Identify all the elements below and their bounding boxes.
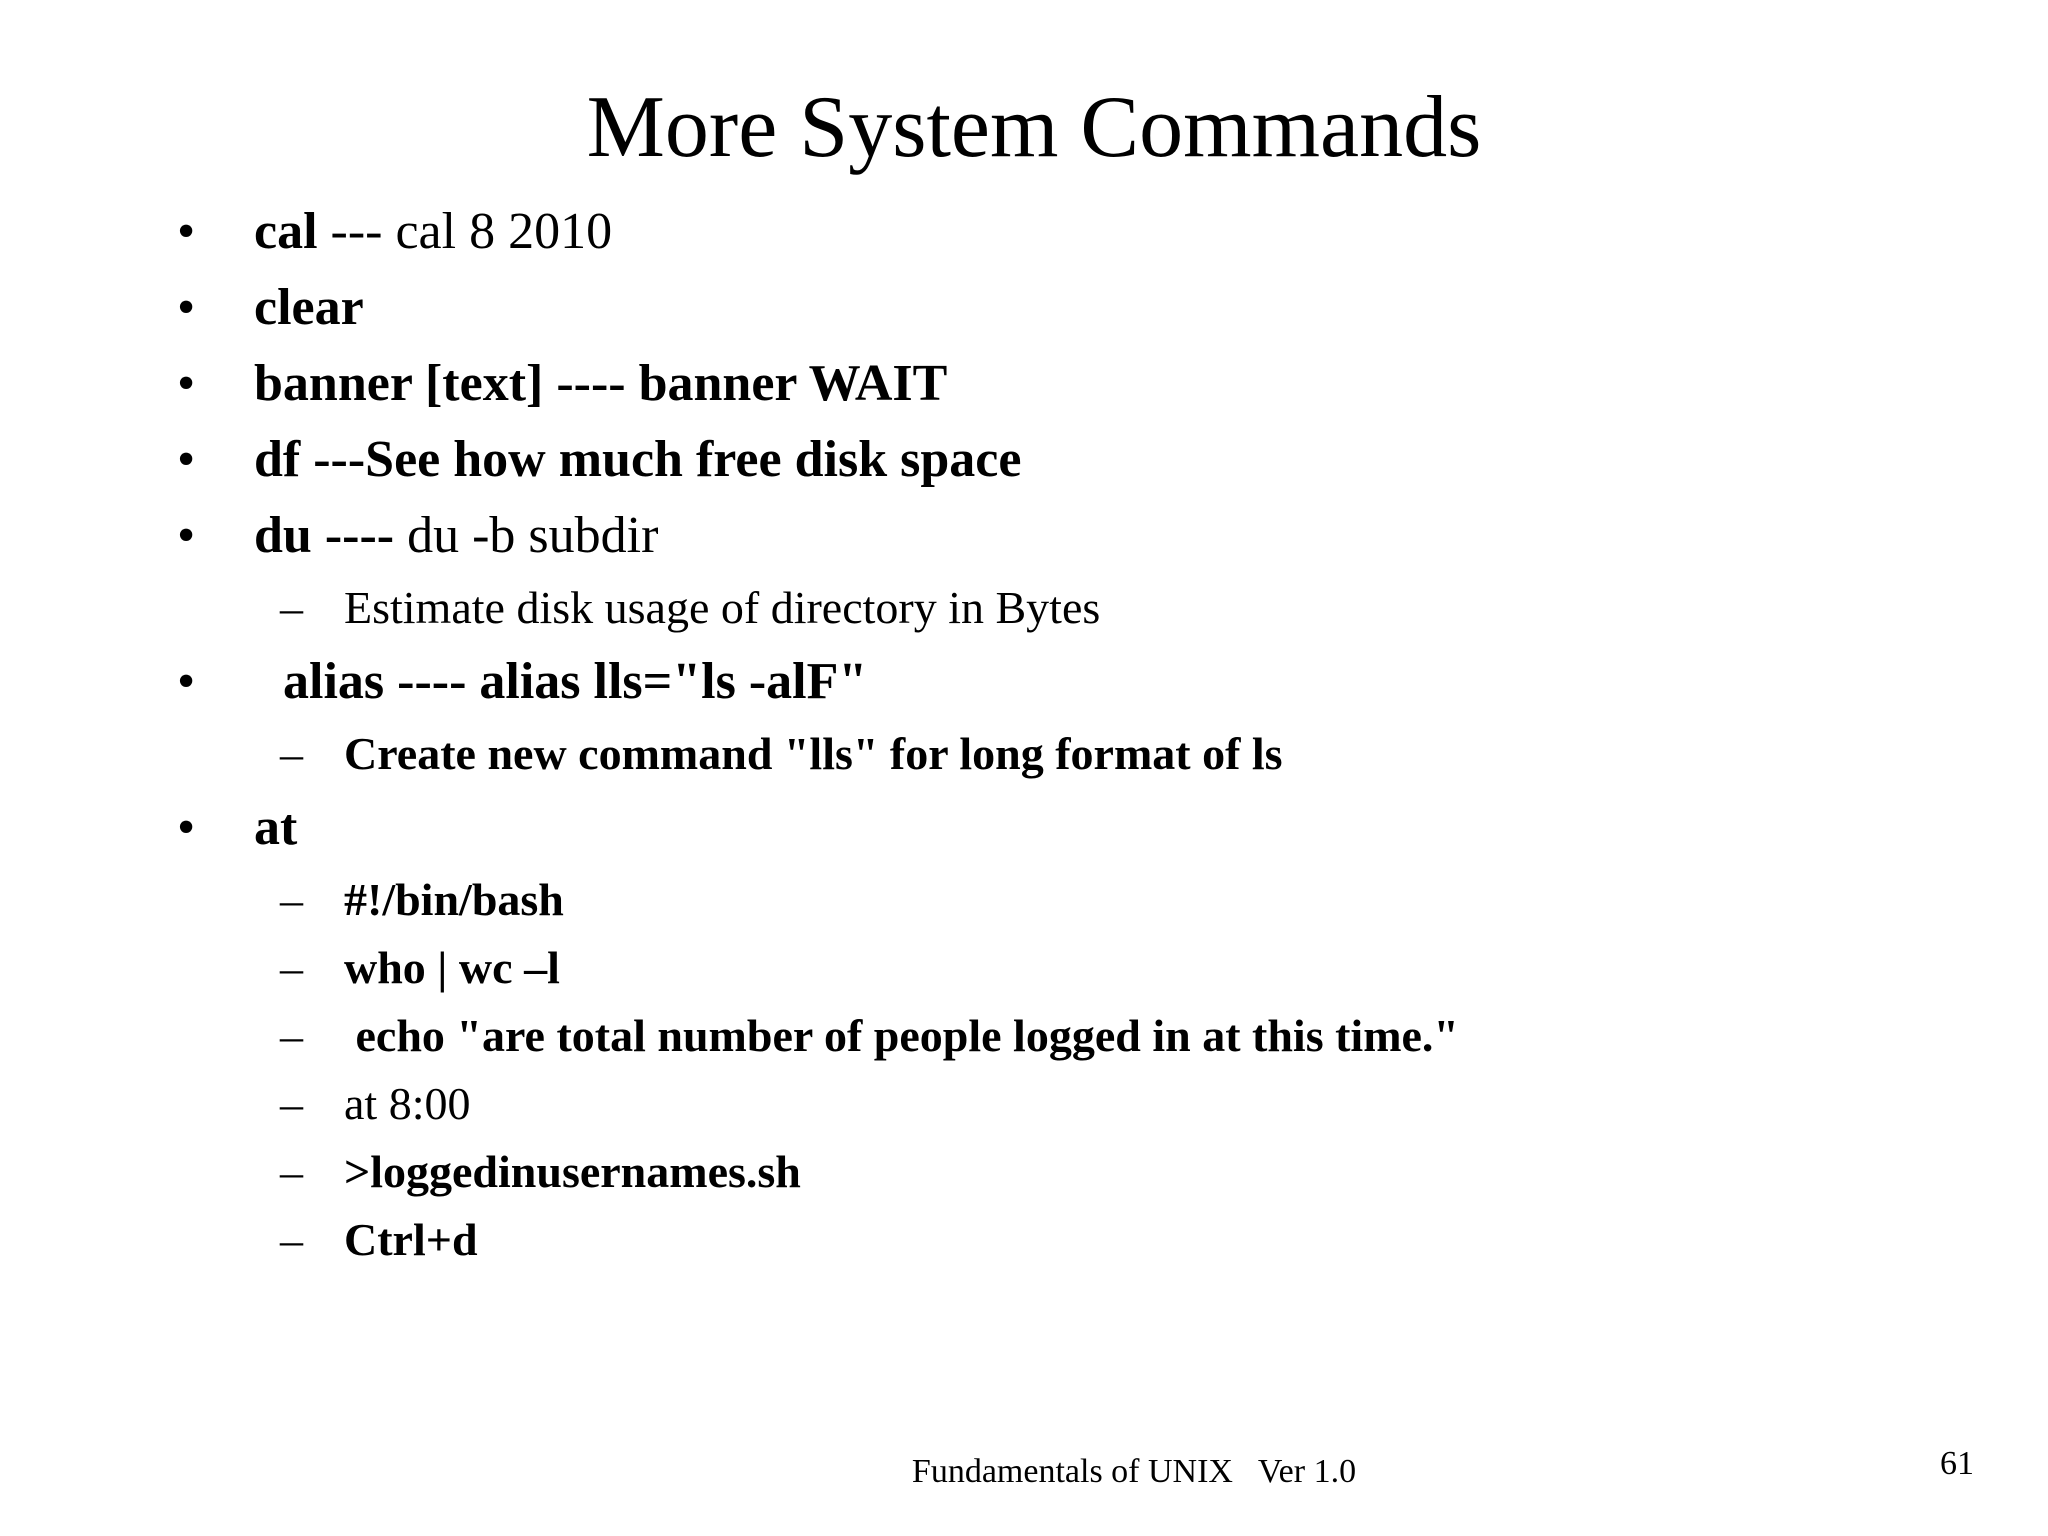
du-example: du -b subdir [394, 507, 659, 564]
at-command: at [254, 799, 298, 856]
bullet-clear [254, 278, 364, 338]
bullet-at [254, 798, 297, 858]
dash-marker: – [280, 942, 303, 993]
at-step-script: >loggedinusernames.sh [344, 1146, 801, 1197]
cal-example: --- cal 8 2010 [317, 203, 613, 260]
at-step-time: at 8:00 [344, 1078, 471, 1129]
at-step-shebang: #!/bin/bash [344, 874, 564, 925]
bullet-marker: • [177, 507, 196, 564]
bullet-marker: • [177, 653, 196, 710]
bullet-cal [254, 202, 612, 262]
bullet-marker: • [177, 279, 196, 336]
df-command: df ---See how much free disk space [254, 431, 1022, 488]
dash-marker: – [280, 1214, 303, 1265]
du-description: Estimate disk usage of directory in Bytes [344, 582, 1101, 633]
alias-description: Create new command "lls" for long format of ls [344, 728, 1283, 779]
bullet-du [254, 506, 658, 566]
dash-marker: – [280, 582, 303, 633]
bullet-marker: • [177, 799, 196, 856]
slide-title: More System Commands [586, 79, 1482, 176]
at-step-ctrl-d: Ctrl+d [344, 1214, 478, 1265]
bullet-alias [283, 652, 867, 712]
alias-command: alias ---- alias lls="ls -alF" [283, 653, 868, 710]
clear-command: clear [254, 279, 364, 336]
cal-command: cal [254, 203, 318, 260]
dash-marker: – [280, 1146, 303, 1197]
banner-command: banner [text] ---- banner WAIT [254, 355, 948, 412]
dash-marker: – [280, 874, 303, 925]
at-step-who: who | wc –l [344, 942, 560, 993]
bullet-marker: • [177, 355, 196, 412]
at-step-echo: echo "are total number of people logged in at this time." [344, 1010, 1459, 1061]
du-command: du ---- [254, 507, 395, 564]
dash-marker: – [280, 1010, 303, 1061]
slide-footer: Fundamentals of UNIX Ver 1.0 [911, 1453, 1357, 1490]
bullet-df [254, 430, 1021, 490]
bullet-marker: • [177, 203, 196, 260]
dash-marker: – [280, 728, 303, 779]
dash-marker: – [280, 1078, 303, 1129]
bullet-marker: • [177, 431, 196, 488]
page-number: 61 [1940, 1445, 1974, 1482]
bullet-banner [254, 354, 947, 414]
